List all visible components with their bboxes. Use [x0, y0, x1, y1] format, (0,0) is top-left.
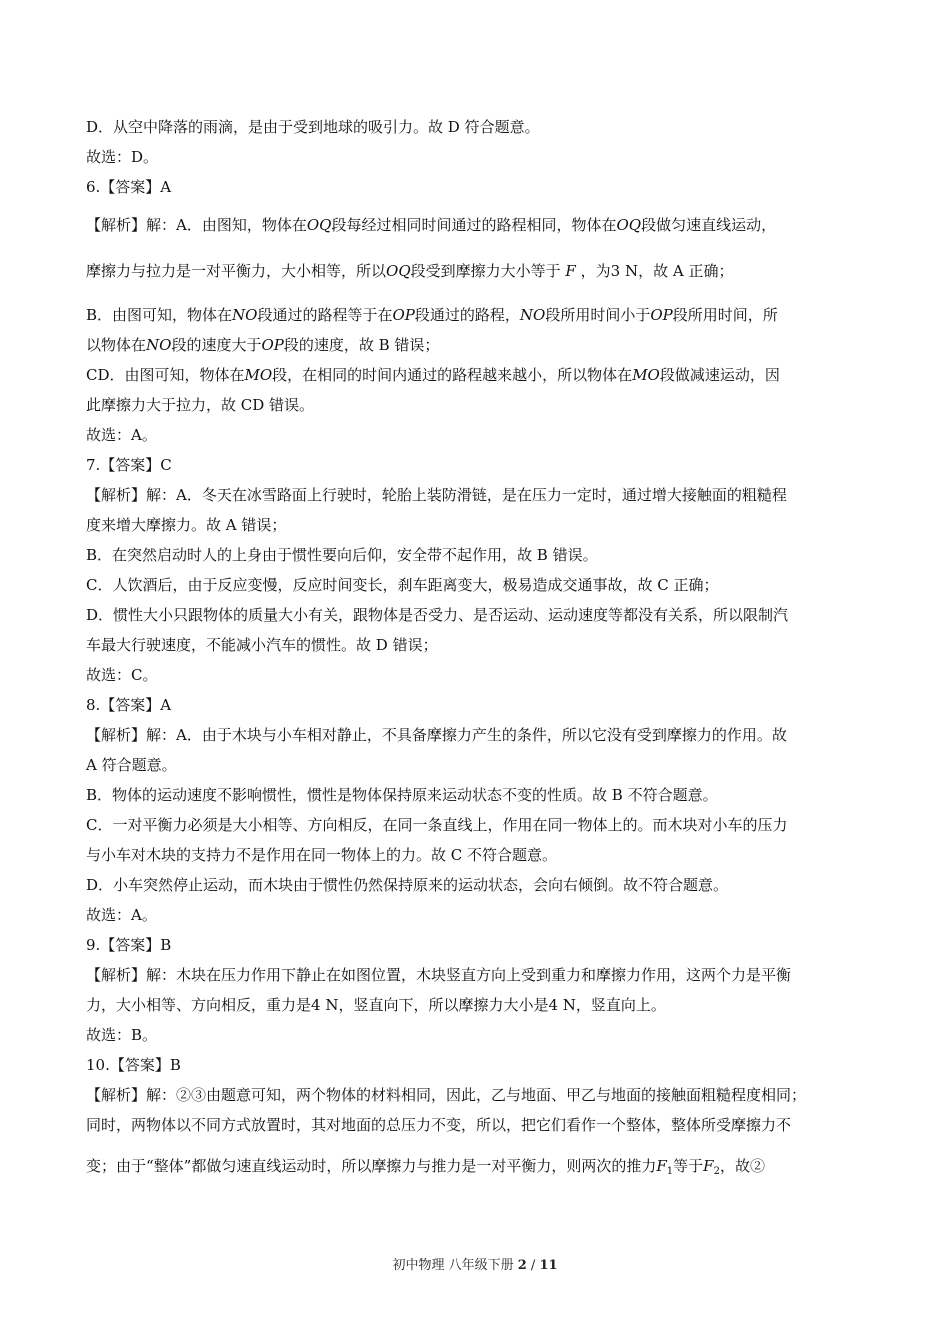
text-line: D．惯性大小只跟物体的质量大小有关，跟物体是否受力、是否运动、运动速度等都没有关系，所以限制汽: [86, 606, 789, 624]
text-line: A 符合题意。: [86, 756, 177, 774]
text-line: 以物体在NO段的速度大于OP段的速度，故 B 错误；: [86, 336, 440, 354]
text-line: 变；由于“整体”都做匀速直线运动时，所以摩擦力与推力是一对平衡力，则两次的推力$F_1$等于$F_2$，故②: [86, 1157, 765, 1177]
text-line: C．人饮酒后，由于反应变慢，反应时间变长，刹车距离变大，极易造成交通事故，故 C 正确；: [86, 576, 719, 594]
text-line: 度来增大摩擦力。故 A 错误；: [86, 516, 287, 534]
text-line: 摩擦力与拉力是一对平衡力，大小相等，所以OQ段受到摩擦力大小等于 F ，为3 N，故 A 正确；: [86, 262, 734, 280]
page-footer: [0, 1254, 950, 1273]
page-total: 11: [539, 1258, 558, 1273]
text-line: 与小车对木块的支持力不是作用在同一物体上的力。故 C 不符合题意。: [86, 846, 558, 864]
text-line: C．一对平衡力必须是大小相等、方向相反，在同一条直线上，作用在同一物体上的。而木块对小车的压力: [86, 816, 788, 834]
text-line: 故选：A。: [86, 426, 157, 444]
footer-course: 初中物理 八年级下册: [392, 1258, 514, 1273]
text-line: D．小车突然停止运动，而木块由于惯性仍然保持原来的运动状态，会向右倾倒。故不符合题意。: [86, 876, 729, 894]
text-line: 力，大小相等、方向相反，重力是4 N，竖直向下，所以摩擦力大小是4 N，竖直向上。: [86, 996, 666, 1014]
text-line: D．从空中降落的雨滴，是由于受到地球的吸引力。故 D 符合题意。: [86, 118, 540, 136]
text-line: 【解析】解：木块在压力作用下静止在如图位置，木块竖直方向上受到重力和摩擦力作用，这两个力是平衡: [86, 966, 792, 984]
answer-heading: 8.【答案】A: [86, 696, 172, 714]
page-separator: /: [530, 1258, 536, 1273]
text-line: B．在突然启动时人的上身由于惯性要向后仰，安全带不起作用，故 B 错误。: [86, 546, 598, 564]
text-line: 【解析】解：A．冬天在冰雪路面上行驶时，轮胎上装防滑链，是在压力一定时，通过增大接触面的粗糙程: [86, 486, 787, 504]
document-body: [86, 112, 866, 1192]
text-line: 故选：D。: [86, 148, 159, 166]
text-line: 同时，两物体以不同方式放置时，其对地面的总压力不变，所以，把它们看作一个整体，整体所受摩擦力不: [86, 1116, 792, 1134]
text-line: 此摩擦力大于拉力，故 CD 错误。: [86, 396, 315, 414]
text-line: 【解析】解：②③由题意可知，两个物体的材料相同，因此，乙与地面、甲乙与地面的接触面粗糙程度相同；: [86, 1086, 807, 1104]
answer-heading: 6.【答案】A: [86, 178, 172, 196]
text-line: 【解析】解：A．由于木块与小车相对静止，不具备摩擦力产生的条件，所以它没有受到摩擦力的作用。故: [86, 726, 787, 744]
answer-heading: 7.【答案】C: [86, 456, 172, 474]
text-line: B．由图可知，物体在NO段通过的路程等于在OP段通过的路程，NO段所用时间小于OP段所用时间，所: [86, 306, 778, 324]
text-line: 故选：B。: [86, 1026, 158, 1044]
text-line: B．物体的运动速度不影响惯性，惯性是物体保持原来运动状态不变的性质。故 B 不符合题意。: [86, 786, 718, 804]
answer-heading: 9.【答案】B: [86, 936, 172, 954]
text-line: 【解析】解：A．由图知，物体在OQ段每经过相同时间通过的路程相同，物体在OQ段做匀速直线运动，: [86, 216, 777, 234]
text-line: CD．由图可知，物体在MO段，在相同的时间内通过的路程越来越小，所以物体在MO段做减速运动，因: [86, 366, 780, 384]
text-line: 故选：C。: [86, 666, 158, 684]
page-number: 2: [517, 1258, 527, 1273]
text-line: 车最大行驶速度，不能减小汽车的惯性。故 D 错误；: [86, 636, 438, 654]
text-line: 故选：A。: [86, 906, 157, 924]
answer-heading: 10.【答案】B: [86, 1056, 181, 1074]
